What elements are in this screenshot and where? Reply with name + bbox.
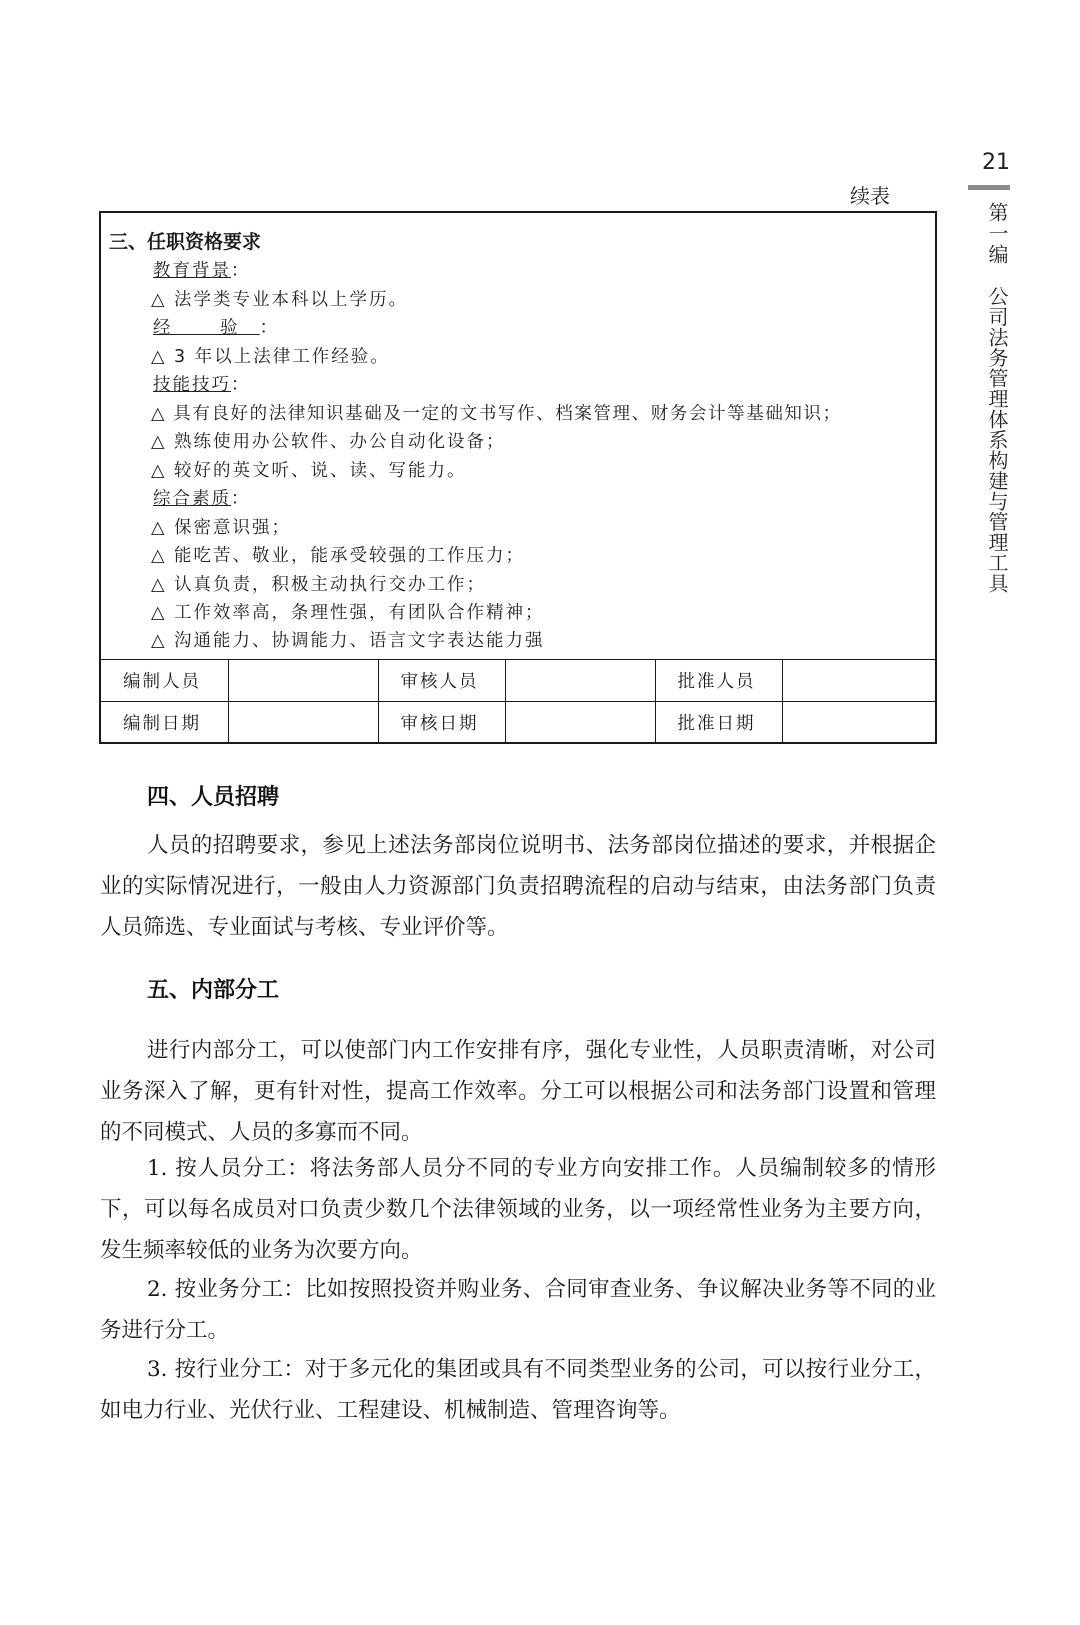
prepared-by-label: 编制人员: [101, 660, 228, 702]
section-heading-recruitment: 四、人员招聘: [147, 785, 280, 810]
section-heading-division: 五、内部分工: [147, 978, 280, 1003]
sidebar-book-title: 公司法务管理体系构建与管理工具: [985, 286, 1009, 594]
experience-label: 经 验: [153, 318, 260, 338]
page-number: 21: [982, 150, 1010, 175]
job-description-table: [99, 211, 937, 744]
qualifications-block: [101, 213, 935, 659]
list-item: △ 工作效率高，条理性强，有团队合作精神；: [151, 603, 545, 623]
approved-date-label: 批准日期: [655, 702, 782, 744]
quality-label-line: [153, 485, 251, 510]
prepared-date-label: 编制日期: [101, 702, 228, 744]
list-item: △ 法学类专业本科以上学历。: [151, 290, 409, 310]
reviewed-by-label: 审核人员: [378, 660, 505, 702]
reviewed-date-value: [505, 702, 655, 744]
list-item: △ 沟通能力、协调能力、语言文字表达能力强: [151, 631, 545, 651]
table-row: [101, 660, 935, 702]
sidebar-part-label: 第一编: [985, 202, 1009, 265]
approved-date-value: [782, 702, 935, 744]
skills-label-line: [153, 371, 251, 396]
prepared-by-value: [228, 660, 378, 702]
reviewed-by-value: [505, 660, 655, 702]
colon: ：: [231, 489, 251, 509]
division-paragraph-by-business: 2. 按业务分工：比如按照投资并购业务、合同审查业务、争议解决业务等不同的业务进行分工。: [100, 1277, 936, 1343]
division-paragraph-intro: 进行内部分工，可以使部门内工作安排有序，强化专业性，人员职责清晰，对公司业务深入了解，更有针对性，提高工作效率。分工可以根据公司和法务部门设置和管理的不同模式、人员的多寡而不同。: [100, 1038, 936, 1145]
skills-label: 技能技巧: [153, 375, 231, 395]
colon: ：: [231, 375, 251, 395]
education-label: 教育背景: [153, 261, 231, 281]
list-item: △ 较好的英文听、说、读、写能力。: [151, 461, 467, 481]
prepared-date-value: [228, 702, 378, 744]
experience-label-line: [153, 314, 279, 339]
list-item: △ 熟练使用办公软件、办公自动化设备；: [151, 432, 506, 452]
education-label-line: [153, 257, 251, 282]
reviewed-date-label: 审核日期: [378, 702, 505, 744]
qualifications-title: 三、任职资格要求: [109, 231, 262, 253]
recruitment-paragraph: 人员的招聘要求，参见上述法务部岗位说明书、法务部岗位描述的要求，并根据企业的实际情况进行，一般由人力资源部门负责招聘流程的启动与结束，由法务部门负责人员筛选、专业面试与考核、专业评价等。: [100, 833, 936, 940]
colon: ：: [259, 318, 280, 338]
list-item: △ 保密意识强；: [151, 518, 292, 538]
list-item: △ 认真负责，积极主动执行交办工作；: [151, 575, 487, 595]
page-number-rule: [968, 185, 1010, 190]
signoff-table: [101, 659, 935, 743]
division-paragraph-by-staff: 1. 按人员分工：将法务部人员分不同的专业方向安排工作。人员编制较多的情形下，可以每名成员对口负责少数几个法律领域的业务，以一项经常性业务为主要方向，发生频率较低的业务为次要方向。: [100, 1156, 936, 1263]
list-item: △ 具有良好的法律知识基础及一定的文书写作、档案管理、财务会计等基础知识；: [151, 404, 842, 424]
division-paragraph-by-industry: 3. 按行业分工：对于多元化的集团或具有不同类型业务的公司，可以按行业分工，如电力行业、光伏行业、工程建设、机械制造、管理咨询等。: [100, 1357, 936, 1423]
quality-label: 综合素质: [153, 489, 231, 509]
approved-by-value: [782, 660, 935, 702]
approved-by-label: 批准人员: [655, 660, 782, 702]
continued-label: 续表: [850, 184, 890, 208]
list-item: △ 能吃苦、敬业，能承受较强的工作压力；: [151, 546, 526, 566]
table-row: [101, 702, 935, 744]
list-item: △ 3 年以上法律工作经验。: [151, 347, 390, 367]
colon: ：: [231, 261, 251, 281]
